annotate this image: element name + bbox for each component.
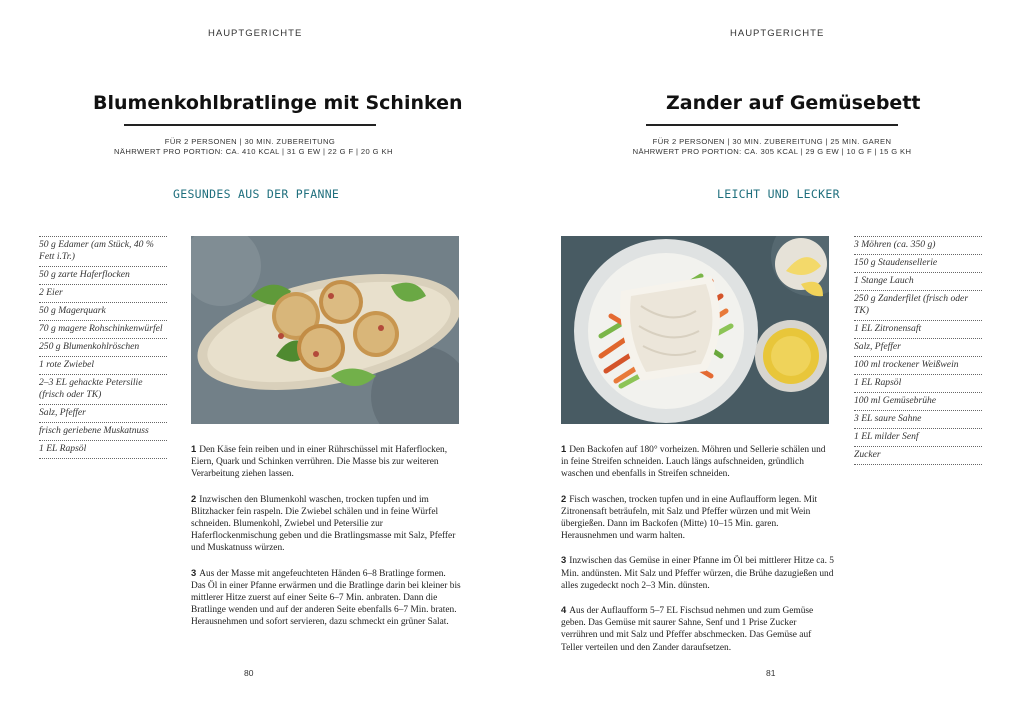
ingredient-item: 100 ml trockener Weißwein <box>854 356 982 374</box>
right-page <box>510 0 1020 705</box>
recipe-tagline: LEICHT UND LECKER <box>717 187 840 201</box>
step-number: 2 <box>191 492 197 504</box>
recipe-step <box>191 443 461 481</box>
ingredient-item: 250 g Zanderfilet (frisch oder TK) <box>854 290 982 320</box>
meta-time: FÜR 2 PERSONEN | 30 MIN. ZUBEREITUNG | 25 MIN. GAREN <box>652 137 892 146</box>
dish-photo <box>191 236 459 424</box>
recipe-meta <box>114 137 393 157</box>
ingredient-list <box>854 236 982 465</box>
ingredient-item: 70 g magere Rohschinkenwürfel <box>39 320 167 338</box>
ingredient-item: 1 EL Rapsöl <box>854 374 982 392</box>
step-number: 1 <box>561 443 567 454</box>
recipe-meta <box>632 137 912 157</box>
step-text: Aus der Masse mit angefeuchteten Händen 6–8 Bratlinge formen. Das Öl in einer Pfanne erwärmen und die Bratlinge darin bei kleiner bis mittlerer Hitze zuerst auf einer Seite 6–7 Min. anbraten. Dann die Bratlinge wenden und auf der anderen Seite ebenfalls 6–7 Min. braten. Herausnehmen und sofort servieren, dazu schmeckt ein grüner Salat. <box>191 568 461 628</box>
recipe-steps <box>561 443 835 666</box>
section-label: HAUPTGERICHTE <box>730 28 825 39</box>
recipe-step <box>191 567 461 629</box>
ingredient-item: 50 g Edamer (am Stück, 40 % Fett i.Tr.) <box>39 236 167 266</box>
recipe-steps <box>191 443 461 641</box>
ingredient-item: 1 EL milder Senf <box>854 428 982 446</box>
ingredient-item: Salz, Pfeffer <box>854 338 982 356</box>
title-rule <box>124 124 376 126</box>
dish-photo <box>561 236 829 424</box>
ingredient-list <box>39 236 167 459</box>
ingredient-item: Zucker <box>854 446 982 465</box>
ingredient-item: 50 g zarte Haferflocken <box>39 266 167 284</box>
recipe-step <box>561 554 835 592</box>
step-number: 2 <box>561 492 567 504</box>
cauliflower-patties-image <box>191 236 459 424</box>
meta-nutrition: NÄHRWERT PRO PORTION: CA. 410 KCAL | 31 G EW | 22 G F | 20 G KH <box>114 147 393 156</box>
step-number: 1 <box>191 443 197 454</box>
meta-nutrition: NÄHRWERT PRO PORTION: CA. 305 KCAL | 29 G EW | 10 G F | 15 G KH <box>632 147 912 156</box>
step-text: Inzwischen das Gemüse in einer Pfanne im Öl bei mittlerer Hitze ca. 5 Min. andünsten. Mit Salz und Pfeffer würzen, die Brühe dazugießen und alles zugedeckt noch 2–3 Min. dünsten. <box>561 556 834 591</box>
ingredient-item: 2–3 EL gehackte Petersilie (frisch oder TK) <box>39 374 167 404</box>
ingredient-item: 50 g Magerquark <box>39 302 167 320</box>
step-text: Aus der Auflaufform 5–7 EL Fischsud nehmen und zum Gemüse geben. Das Gemüse mit saurer Sahne, Senf und 1 Prise Zucker verrühren und mit Salz und Pfeffer abschmecken. Das Gemüse auf Teller verteilen und den Zander daraufsetzen. <box>561 606 814 653</box>
step-number: 3 <box>561 554 567 566</box>
ingredient-item: frisch geriebene Muskatnuss <box>39 422 167 440</box>
ingredient-item: 250 g Blumenkohlröschen <box>39 338 167 356</box>
meta-time: FÜR 2 PERSONEN | 30 MIN. ZUBEREITUNG <box>164 137 336 146</box>
recipe-step <box>561 604 835 654</box>
ingredient-item: 100 ml Gemüsebrühe <box>854 392 982 410</box>
ingredient-item: 3 EL saure Sahne <box>854 410 982 428</box>
ingredient-item: 150 g Staudensellerie <box>854 254 982 272</box>
step-text: Fisch waschen, trocken tupfen und in eine Auflaufform legen. Mit Zitronensaft beträufeln, mit Salz und Pfeffer würzen und mit Wein übergießen. Dann im Backofen (Mitte) 10–15 Min. garen. Herausnehmen und warm halten. <box>561 494 818 542</box>
recipe-title: Zander auf Gemüsebett <box>666 92 921 114</box>
step-text: Inzwischen den Blumenkohl waschen, trocken tupfen und im Blitzhacker fein raspeln. Die Zwiebel schälen und in feine Würfel schneiden. Blumenkohl, Zwiebel und Petersilie zur Haferflockenmischung geben und die Bratlingsmasse mit Salz, Pfeffer und Muskatnuss würzen. <box>191 494 456 554</box>
page-number: 80 <box>244 668 254 678</box>
step-number: 3 <box>191 566 197 578</box>
ingredient-item: 1 EL Zitronensaft <box>854 320 982 338</box>
pike-perch-vegetables-image <box>561 236 829 424</box>
step-number: 4 <box>561 604 567 616</box>
title-rule <box>646 124 898 126</box>
ingredient-item: 3 Möhren (ca. 350 g) <box>854 236 982 254</box>
recipe-step <box>191 493 461 555</box>
ingredient-item: Salz, Pfeffer <box>39 404 167 422</box>
ingredient-item: 1 Stange Lauch <box>854 272 982 290</box>
recipe-step <box>561 443 835 481</box>
recipe-title: Blumenkohlbratlinge mit Schinken <box>93 92 463 114</box>
ingredient-item: 2 Eier <box>39 284 167 302</box>
recipe-step <box>561 493 835 543</box>
ingredient-item: 1 rote Zwiebel <box>39 356 167 374</box>
ingredient-item: 1 EL Rapsöl <box>39 440 167 459</box>
step-text: Den Käse fein reiben und in einer Rührschüssel mit Haferflocken, Eiern, Quark und Schinken verrühren. Die Masse bis zur weiteren Verarbeitung ziehen lassen. <box>191 445 448 480</box>
section-label: HAUPTGERICHTE <box>208 28 303 39</box>
recipe-tagline: GESUNDES AUS DER PFANNE <box>173 187 340 201</box>
step-text: Den Backofen auf 180° vorheizen. Möhren und Sellerie schälen und in feine Streifen schneiden. Lauch längs aufschneiden, gründlich waschen und ebenfalls in Streifen schneiden. <box>561 445 826 480</box>
page-number: 81 <box>766 668 776 678</box>
